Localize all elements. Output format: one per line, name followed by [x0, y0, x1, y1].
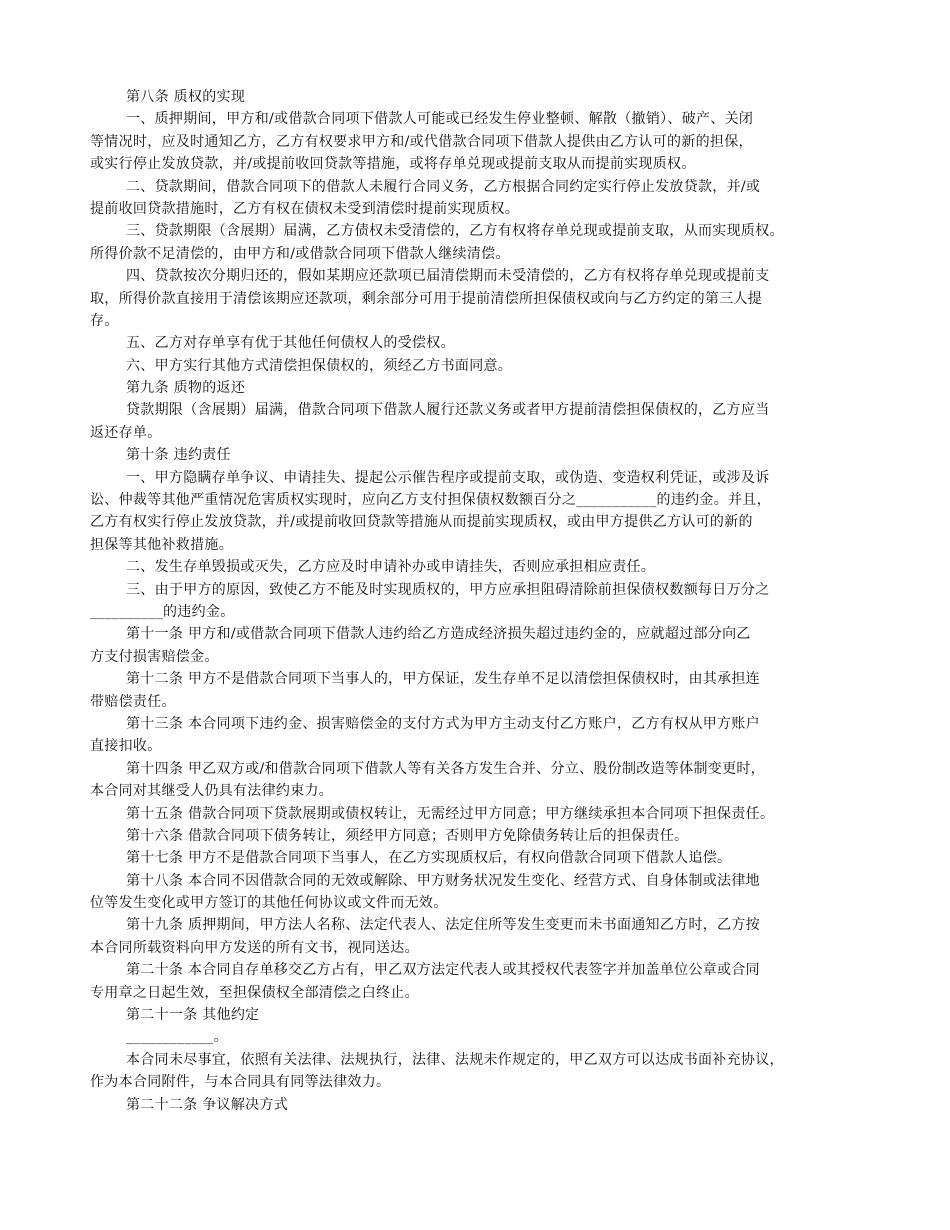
text-line: 乙方有权实行停止发放贷款，并/或提前收回贷款等措施从而提前实现质权，或由甲方提供乙方认可的新的 [90, 514, 753, 531]
text-line: 一、质押期间，甲方和/或借款合同项下借款人可能或已经发生停业整顿、解散（撤销）、破产、关闭 [126, 111, 754, 128]
text-line: 取，所得价款直接用于清偿该期应还款项，剩余部分可用于提前清偿所担保债权或向与乙方约定的第三人提 [90, 290, 763, 307]
text-line: 作为本合同附件，与本合同具有同等法律效力。 [90, 1074, 391, 1091]
text-line: 第十八条 本合同不因借款合同的无效或解除、甲方财务状况发生变化、经营方式、自身体制或法律地 [126, 872, 760, 889]
text-line: 第十二条 甲方不是借款合同项下当事人的，甲方保证，发生存单不足以清偿担保债权时，由其承担连 [126, 671, 760, 688]
text-line: 第二十条 本合同自存单移交乙方占有，甲乙双方法定代表人或其授权代表签字并加盖单位公章或合同 [126, 962, 760, 979]
text-line: 一、甲方隐瞒存单争议、申请挂失、提起公示催告程序或提前支取，或伪造、变造权利凭证，或涉及诉 [126, 469, 770, 486]
text-line: 第十一条 甲方和/或借款合同项下借款人违约给乙方造成经济损失超过违约金的，应就超过部分向乙 [126, 626, 751, 643]
text-line: 第十九条 质押期间，甲方法人名称、法定代表人、法定住所等发生变更而未书面通知乙方时，乙方按 [126, 917, 760, 934]
text-line: 本合同未尽事宜，依照有关法律、法规执行，法律、法规未作规定的，甲乙双方可以达成书面补充协议， [126, 1051, 784, 1068]
text-line: 方支付损害赔偿金。 [90, 648, 219, 665]
text-line: 第十六条 借款合同项下债务转让，须经甲方同意；否则甲方免除债务转让后的担保责任。 [126, 827, 689, 844]
text-line: 第十四条 甲乙双方或/和借款合同项下借款人等有关各方发生合并、分立、股份制改造等体制变更时， [126, 760, 765, 777]
section-heading: 第九条 质物的返还 [126, 380, 246, 397]
text-line: __________的违约金。 [90, 603, 235, 620]
text-line: 三、由于甲方的原因，致使乙方不能及时实现质权的，甲方应承担阻碍清除前担保债权数额每日万分之 [126, 581, 770, 598]
text-line: 讼、仲裁等其他严重情况危害质权实现时，应向乙方支付担保债权数额百分之___________的违约金。并且， [90, 492, 771, 509]
text-line: 直接扣收。 [90, 738, 162, 755]
text-line: 或实行停止发放贷款，并/或提前收回贷款等措施，或将存单兑现或提前支取从而提前实现质权。 [90, 156, 696, 173]
text-line: 提前收回贷款措施时，乙方有权在债权未受到清偿时提前实现质权。 [90, 200, 519, 217]
section-heading: 第二十一条 其他约定 [126, 1007, 260, 1024]
text-line: 返还存单。 [90, 424, 162, 441]
document-page [90, 86, 870, 1116]
text-line: 五、乙方对存单享有优于其他任何债权人的受偿权。 [126, 335, 455, 352]
text-line: 专用章之日起生效，至担保债权全部清偿之白终止。 [90, 984, 419, 1001]
text-line: 等情况时，应及时通知乙方，乙方有权要求甲方和/或代借款合同项下借款人提供由乙方认可的新的担保， [90, 133, 753, 150]
text-line: 本合同所载资料向甲方发送的所有文书，视同送达。 [90, 939, 419, 956]
text-line: 第八条 质权的实现 [126, 89, 246, 105]
text-line: 第十三条 本合同项下违约金、损害赔偿金的支付方式为甲方主动支付乙方账户，乙方有权从甲方账户 [126, 715, 760, 732]
text-line: 本合同对其继受人仍具有法律约束力。 [90, 783, 334, 800]
section-heading: 第十条 违约责任 [126, 447, 231, 464]
section-heading: 第二十二条 争议解决方式 [126, 1096, 289, 1113]
blank-fill-line: ____________。 [126, 1029, 228, 1046]
text-line: 第十五条 借款合同项下贷款展期或债权转让，无需经过甲方同意；甲方继续承担本合同项下担保责任。 [126, 805, 775, 822]
text-line: 四、贷款按次分期归还的，假如某期应还款项已届清偿期而未受清偿的，乙方有权将存单兑现或提前支 [126, 268, 770, 285]
text-line: 二、贷款期间，借款合同项下的借款人未履行合同义务，乙方根据合同约定实行停止发放贷款，并/或 [126, 178, 761, 195]
text-line: 六、甲方实行其他方式清偿担保债权的，须经乙方书面同意。 [126, 357, 513, 374]
text-line: 三、贷款期限（含展期）届满，乙方债权未受清偿的，乙方有权将存单兑现或提前支取，从而实现质权。 [126, 223, 784, 240]
text-line: 所得价款不足清偿的，由甲方和/或借款合同项下借款人继续清偿。 [90, 245, 510, 262]
text-line: 二、发生存单毁损或灭失，乙方应及时申请补办或申请挂失，否则应承担相应责任。 [126, 559, 656, 576]
text-line: 担保等其他补救措施。 [90, 536, 233, 553]
text-line: 存。 [90, 312, 119, 329]
text-line: 贷款期限（含展期）届满，借款合同项下借款人履行还款义务或者甲方提前清偿担保债权的，乙方应当 [126, 402, 770, 419]
text-line: 第十七条 甲方不是借款合同项下当事人，在乙方实现质权后，有权向借款合同项下借款人追偿。 [126, 850, 732, 867]
text-line: 带赔偿责任。 [90, 693, 176, 710]
text-line: 位等发生变化或甲方签订的其他任何协议或文件而无效。 [90, 895, 448, 912]
